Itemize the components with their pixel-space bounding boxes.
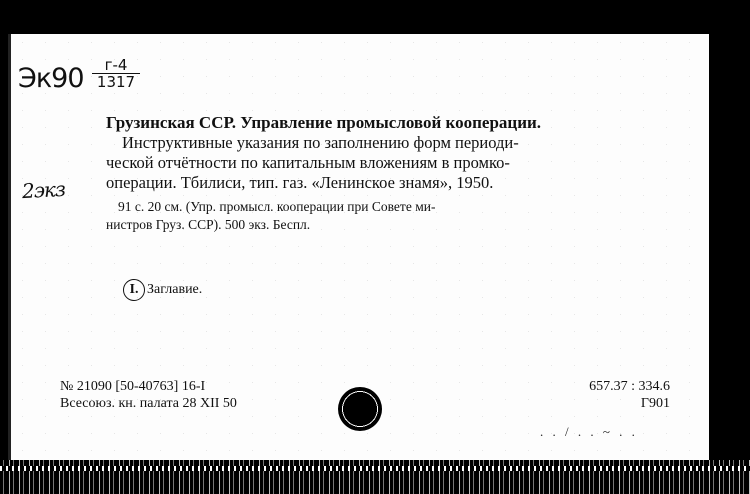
entry-line-3: операции. Тбилиси, тип. газ. «Ленинское знамя», 1950. — [106, 173, 494, 192]
shelf-mark-denominator: 1317 — [96, 73, 136, 91]
footer-right — [589, 378, 670, 412]
tracing-number: I. — [123, 279, 145, 301]
entry-line-2: ческой отчётности по капитальным вложениям в промко- — [106, 153, 510, 172]
entry-collation-line-2: нистров Груз. ССР). 500 экз. Беспл. — [106, 217, 311, 232]
classification-index: 657.37 : 334.6 — [589, 379, 670, 394]
ink-stamp — [338, 387, 382, 431]
footer-left — [60, 378, 237, 412]
tracing-label: Заглавие. — [147, 282, 203, 297]
scan-specks: . . / . . ~ . . — [540, 424, 638, 439]
shelf-mark-fraction — [92, 57, 140, 90]
registration-chamber: Всесоюз. кн. палата 28 XII 50 — [60, 396, 237, 411]
tracing — [123, 279, 202, 301]
author-mark: Г901 — [640, 396, 670, 411]
handwritten-note: 2экз — [21, 176, 66, 204]
registration-number: № 21090 [50-40763] 16-I — [60, 379, 206, 394]
entry-collation-line-1: 91 с. 20 см. (Упр. промысл. кооперации при Совете ми- — [118, 199, 436, 214]
shelf-mark-main: Эк90 — [18, 63, 84, 94]
entry-heading: Грузинская ССР. Управление промысловой кооперации. — [106, 113, 542, 132]
entry-line-1: Инструктивные указания по заполнению форм периоди- — [122, 133, 519, 152]
shelf-mark-numerator: г-4 — [92, 57, 140, 74]
scan-noise-strip — [0, 460, 750, 494]
